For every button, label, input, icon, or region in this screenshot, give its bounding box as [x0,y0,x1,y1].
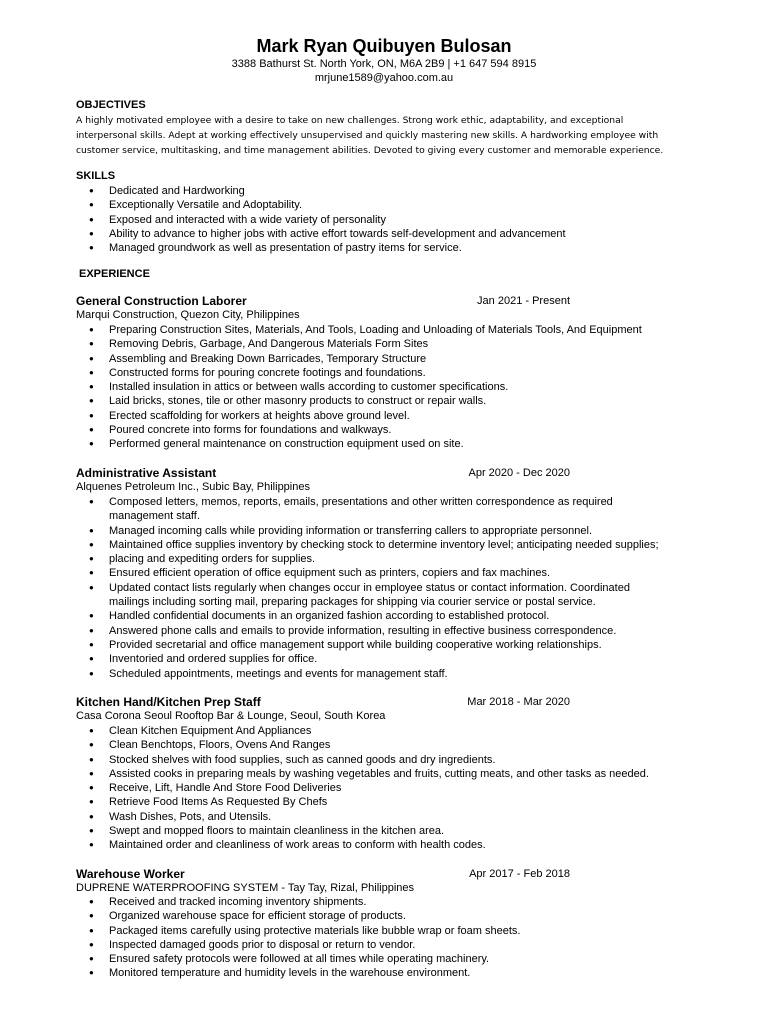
duty-item: ● Monitored temperature and humidity levels in the warehouse environment. [90,966,690,980]
job-duties-list [90,895,690,981]
duty-item: ● Inventoried and ordered supplies for office. [90,652,690,666]
duty-item [90,495,690,524]
objectives-text [76,113,691,158]
contact-address-phone: 3388 Bathurst St. North York, ON, M6A 2B9 | +1 647 594 8915 [231,58,537,70]
duty-continuation: mailings including sorting mail, preparing packages for shipping via courier service or postal service. [109,596,596,609]
skill-item: ● Exceptionally Versatile and Adoptability. [90,198,690,212]
skill-item: ● Exposed and interacted with a wide variety of personality [90,213,690,227]
contact-email: mrjune1589@yahoo.com.au [314,72,454,84]
skills-list [90,184,690,255]
duty-item: ● Performed general maintenance on construction equipment used on site. [90,437,690,451]
job-entry-admin [76,466,570,494]
duty-item: ● Wash Dishes, Pots, and Utensils. [90,810,690,824]
duty-item: ● Handled confidential documents in an organized fashion according to established protocol. [90,609,690,623]
objectives-heading: OBJECTIVES [76,99,146,111]
duty-item: ● Laid bricks, stones, tile or other masonry products to construct or repair walls. [90,394,690,408]
job-title: Kitchen Hand/Kitchen Prep Staff [76,695,261,709]
duty-item: ● Scheduled appointments, meetings and events for management staff. [90,667,690,681]
duty-item: ● Received and tracked incoming inventory shipments. [90,895,690,909]
skill-item: ● Dedicated and Hardworking [90,184,690,198]
duty-item: ● Preparing Construction Sites, Materials, And Tools, Loading and Unloading of Materials Tools, And Equipment [90,323,690,337]
duty-item: ● Packaged items carefully using protective materials like bubble wrap or foam sheets. [90,924,690,938]
job-company: DUPRENE WATERPROOFING SYSTEM - Tay Tay, Rizal, Philippines [76,882,415,894]
duty-item: ● Erected scaffolding for workers at heights above ground level. [90,409,690,423]
duty-item: ● Poured concrete into forms for foundations and walkways. [90,423,690,437]
job-date: Mar 2018 - Mar 2020 [467,696,570,708]
job-date: Apr 2020 - Dec 2020 [468,467,570,479]
duty-item: ● Maintained office supplies inventory by checking stock to determine inventory level; anticipating needed supplies; [90,538,690,552]
duty-item: ● Swept and mopped floors to maintain cleanliness in the kitchen area. [90,824,690,838]
duty-item: ● Constructed forms for pouring concrete footings and foundations. [90,366,690,380]
job-title: Administrative Assistant [76,466,217,480]
job-title: Warehouse Worker [76,867,185,881]
job-duties-list [90,724,690,853]
job-entry-warehouse [76,867,570,895]
job-entry-construction [76,294,570,322]
duty-item: ● Maintained order and cleanliness of work areas to conform with health codes. [90,838,690,852]
job-date: Apr 2017 - Feb 2018 [469,868,570,880]
duty-item: ● Ensured efficient operation of office equipment such as printers, copiers and fax machines. [90,566,690,580]
job-company: Marqui Construction, Quezon City, Philippines [76,309,300,321]
duty-item: ● Stocked shelves with food supplies, such as canned goods and dry ingredients. [90,753,690,767]
experience-heading: EXPERIENCE [79,268,150,280]
skills-heading: SKILLS [76,170,116,182]
duty-item: ● Inspected damaged goods prior to disposal or return to vendor. [90,938,690,952]
duty-item: ● Ensured safety protocols were followed at all times while operating machinery. [90,952,690,966]
duty-item: ● Provided secretarial and office management support while building cooperative working relationships. [90,638,690,652]
duty-item: ● Removing Debris, Garbage, And Dangerous Materials Form Sites [90,337,690,351]
objectives-line: customer service, multitasking, and time management abilities. Devoted to giving every customer and memorable experience. [76,145,664,156]
duty-item: ● placing and expediting orders for supplies. [90,552,690,566]
applicant-name: Mark Ryan Quibuyen Bulosan [256,36,512,56]
duty-item: ● Clean Kitchen Equipment And Appliances [90,724,690,738]
duty-item: ● Answered phone calls and emails to provide information, resulting in effective business correspondence. [90,624,690,638]
duty-item: ● Clean Benchtops, Floors, Ovens And Ranges [90,738,690,752]
duty-item: ● Managed incoming calls while providing information or transferring callers to appropriate personnel. [90,524,690,538]
job-date: Jan 2021 - Present [477,295,570,307]
job-title: General Construction Laborer [76,294,247,308]
duty-text: Updated contact lists regularly when changes occur in employee status or contact information. Coordinated [109,581,630,594]
job-entry-kitchen [76,695,570,723]
duty-item: ● Retrieve Food Items As Requested By Chefs [90,795,690,809]
objectives-line: interpersonal skills. Adept at working effectively unsupervised and quickly mastering new skills. A hardworking employee with [76,130,659,141]
duty-item [90,581,690,610]
duty-text: Composed letters, memos, reports, emails, presentations and other written correspondence as required [109,496,613,508]
objectives-line: A highly motivated employee with a desire to take on new challenges. Strong work ethic, adaptability, and exceptional [76,115,624,126]
job-company: Alquenes Petroleum Inc., Subic Bay, Philippines [76,481,310,493]
duty-item: ● Assisted cooks in preparing meals by washing vegetables and fruits, cutting meats, and other tasks as needed. [90,767,690,781]
job-duties-list [90,495,690,681]
duty-item: ● Receive, Lift, Handle And Store Food Deliveries [90,781,690,795]
skill-item: ● Managed groundwork as well as presentation of pastry items for service. [90,241,690,255]
duty-continuation: management staff. [109,510,200,523]
duty-item: ● Installed insulation in attics or between walls according to customer specifications. [90,380,690,394]
duty-item: ● Organized warehouse space for efficient storage of products. [90,909,690,923]
job-duties-list [90,323,690,452]
job-company: Casa Corona Seoul Rooftop Bar & Lounge, Seoul, South Korea [76,710,386,722]
duty-item: ● Assembling and Breaking Down Barricades, Temporary Structure [90,352,690,366]
skill-item: ● Ability to advance to higher jobs with active effort towards self-development and advancement [90,227,690,241]
